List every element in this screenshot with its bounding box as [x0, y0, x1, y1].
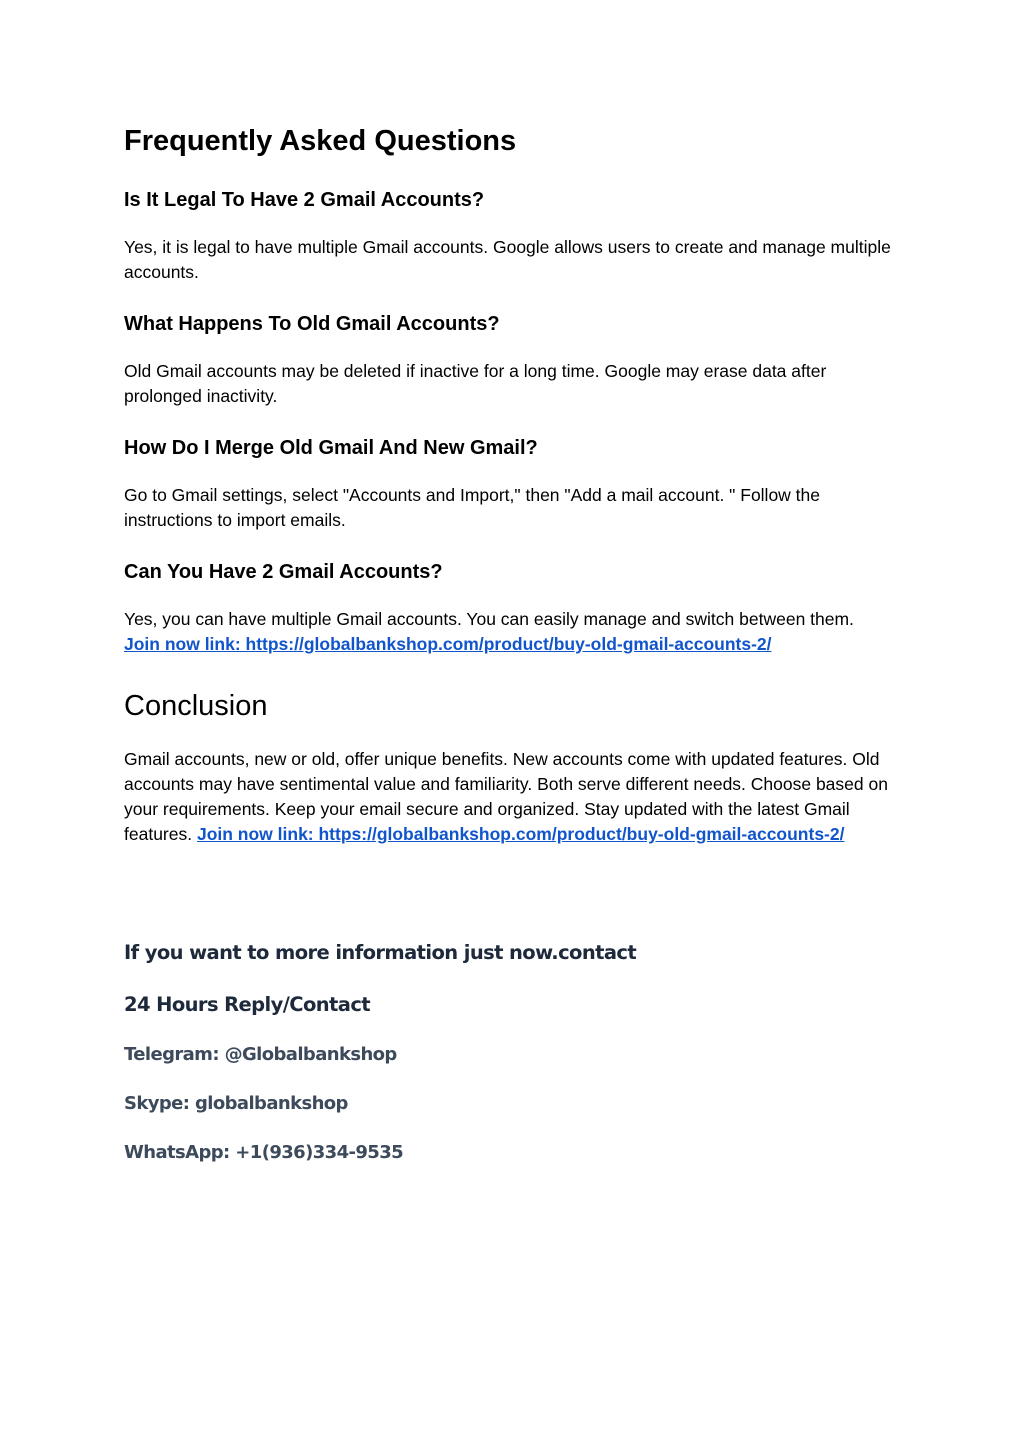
faq-title: Frequently Asked Questions: [124, 125, 517, 157]
conclusion-text: Gmail accounts, new or old, offer unique benefits. New accounts come with updated features. Old accounts may have sentimental value and familiarity. Both serve different needs. Choose based on your requirements. Keep your email secure and organized. Stay updated with the latest Gmail features.: [124, 749, 888, 844]
faq-answer-1: Yes, it is legal to have multiple Gmail accounts. Google allows users to create and manage multiple accounts.: [124, 237, 891, 282]
whatsapp-contact: WhatsApp: +1(936)334-9535: [124, 1142, 404, 1163]
contact-heading: If you want to more information just now.contact: [124, 941, 637, 964]
join-now-link-faq[interactable]: Join now link: https://globalbankshop.com/product/buy-old-gmail-accounts-2/: [124, 634, 772, 654]
faq-answer-4-text: Yes, you can have multiple Gmail accounts. You can easily manage and switch between them.: [124, 609, 854, 629]
faq-answer-2: Old Gmail accounts may be deleted if inactive for a long time. Google may erase data after prolonged inactivity.: [124, 361, 827, 406]
contact-subheading: 24 Hours Reply/Contact: [124, 993, 371, 1016]
conclusion-title: Conclusion: [124, 690, 268, 722]
faq-answer-4: [124, 607, 894, 657]
telegram-contact: Telegram: @Globalbankshop: [124, 1044, 397, 1065]
faq-answer-3: Go to Gmail settings, select "Accounts and Import," then "Add a mail account. " Follow the instructions to import emails.: [124, 485, 821, 530]
skype-contact: Skype: globalbankshop: [124, 1093, 348, 1114]
faq-question-1: Is It Legal To Have 2 Gmail Accounts?: [124, 189, 485, 211]
faq-question-4: Can You Have 2 Gmail Accounts?: [124, 561, 443, 583]
join-now-link-conclusion[interactable]: Join now link: https://globalbankshop.com/product/buy-old-gmail-accounts-2/: [196, 824, 845, 844]
faq-question-2: What Happens To Old Gmail Accounts?: [124, 313, 500, 335]
faq-question-3: How Do I Merge Old Gmail And New Gmail?: [124, 437, 538, 459]
conclusion-body: [124, 747, 894, 847]
